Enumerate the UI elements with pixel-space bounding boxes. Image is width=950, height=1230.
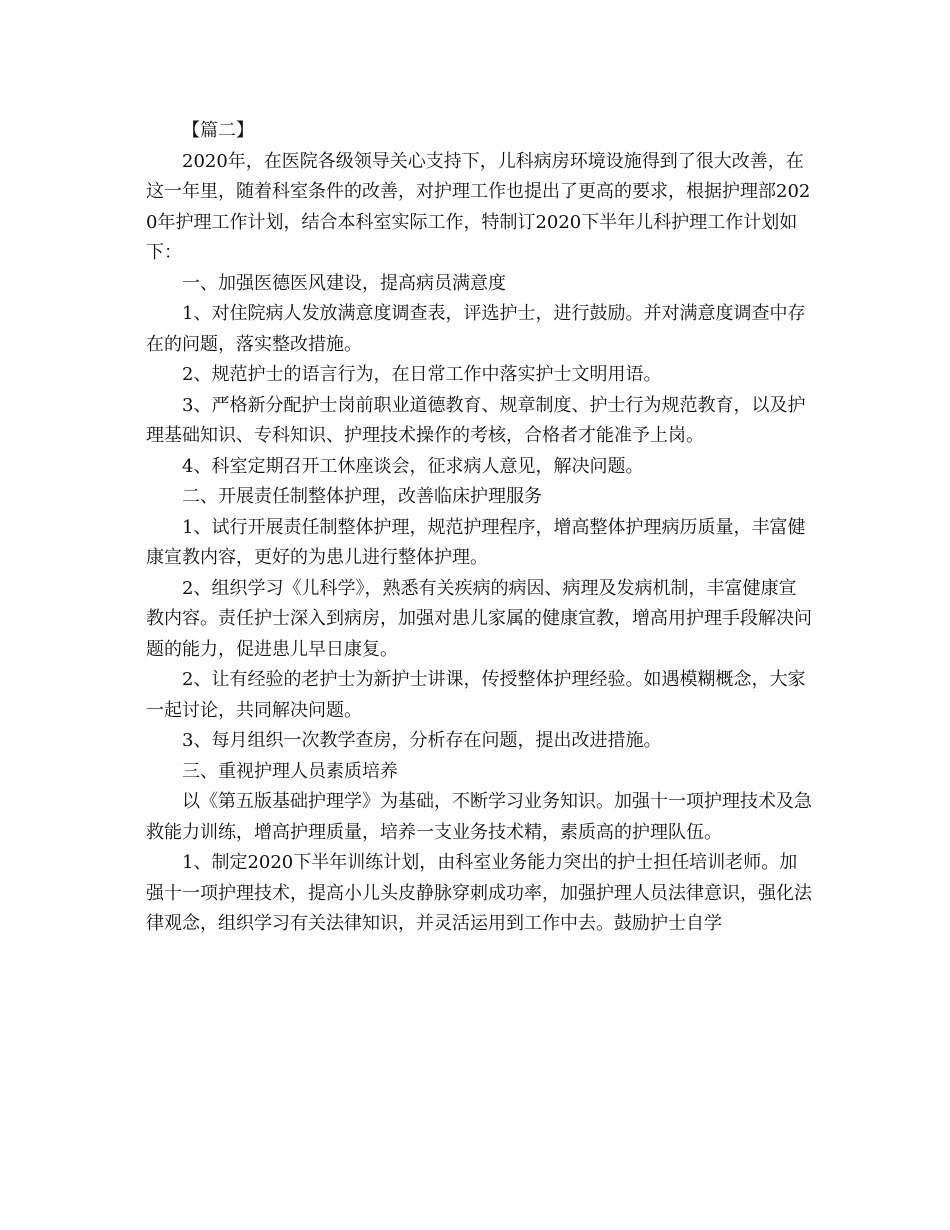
body-paragraph: 2、规范护士的语言行为，在日常工作中落实护士文明用语。 xyxy=(182,364,662,385)
body-paragraph: 3、严格新分配护士岗前职业道德教育、规章制度、护士行为规范教育，以及护理基础知识、专科知识、护理技术操作的考核，合格者才能准予上岗。 xyxy=(146,394,806,446)
section-heading: 二、开展责任制整体护理，改善临床护理服务 xyxy=(182,486,542,507)
document-body xyxy=(146,116,812,940)
section-heading: 【篇二】 xyxy=(182,120,254,141)
body-paragraph: 4、科室定期召开工休座谈会，征求病人意见，解决问题。 xyxy=(182,455,644,477)
body-paragraph: 以《第五版基础护理学》为基础，不断学习业务知识。加强十一项护理技术及急救能力训练，增高护理质量，培养一支业务技术精，素质高的护理队伍。 xyxy=(146,791,812,843)
section-heading: 一、加强医德医风建设，提高病员满意度 xyxy=(182,272,506,294)
body-paragraph: 2、组织学习《儿科学》，熟悉有关疾病的病因、病理及发病机制，丰富健康宣教内容。责任护士深入到病房，加强对患儿家属的健康宣教，增高用护理手段解决问题的能力，促进患儿早日康复。 xyxy=(146,577,812,660)
intro-paragraph: 2020年，在医院各级领导关心支持下，儿科病房环境设施得到了很大改善，在这一年里，随着科室条件的改善，对护理工作也提出了更高的要求，根据护理部2020年护理工作计划，结合本科室实际工作，特制订2020下半年儿科护理工作计划如下： xyxy=(146,150,811,263)
body-paragraph: 1、制定2020下半年训练计划，由科室业务能力突出的护士担任培训老师。加强十一项护理技术，提高小儿头皮静脉穿刺成功率，加强护理人员法律意识，强化法律观念，组织学习有关法律知识，并灵活运用到工作中去。鼓励护士自学 xyxy=(146,852,812,934)
section-heading: 三、重视护理人员素质培养 xyxy=(182,760,398,782)
body-paragraph: 1、试行开展责任制整体护理，规范护理程序，增高整体护理病历质量，丰富健康宣教内容，更好的为患儿进行整体护理。 xyxy=(146,516,806,568)
body-paragraph: 3、每月组织一次教学查房，分析存在问题，提出改进措施。 xyxy=(182,730,662,751)
body-paragraph: 1、对住院病人发放满意度调查表，评选护士，进行鼓励。并对满意度调查中存在的问题，落实整改措施。 xyxy=(146,303,806,355)
body-paragraph: 2、让有经验的老护士为新护士讲课，传授整体护理经验。如遇模糊概念，大家一起讨论，共同解决问题。 xyxy=(146,669,806,721)
